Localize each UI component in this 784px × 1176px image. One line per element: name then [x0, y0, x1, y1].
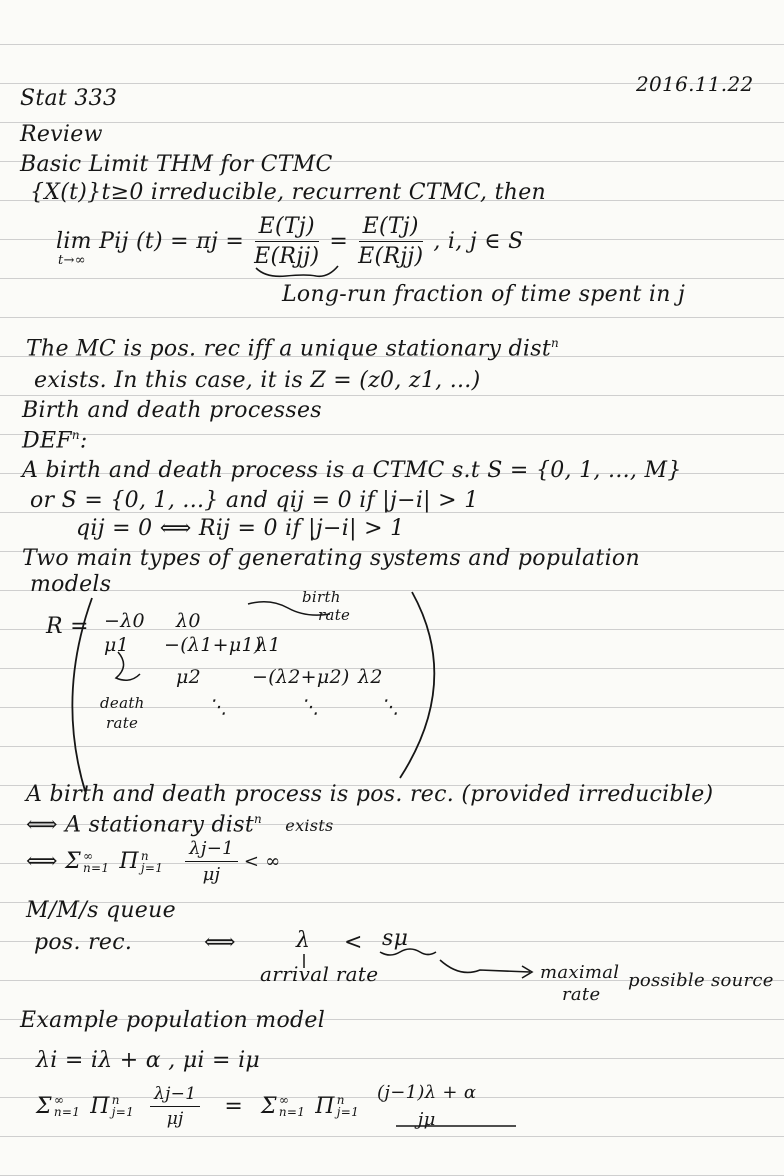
rate-ratio-den: μj	[202, 864, 221, 885]
matrix-r3c2: μ2	[176, 666, 202, 688]
limit-lhs: lim Pij (t) = πj =	[56, 229, 245, 254]
birth-rate-label-1: birth	[302, 588, 341, 606]
models-line: models	[30, 572, 112, 597]
product-upper: n	[140, 848, 149, 863]
death-rate-label-2: rate	[106, 714, 139, 732]
matrix-r1c1: −λ0	[104, 610, 145, 632]
frac1-denominator: E(Rjj)	[254, 244, 320, 269]
prod1-upper: n	[111, 1093, 120, 1107]
example-frac2-den: jμ	[417, 1109, 436, 1130]
definition-line2: or S = {0, 1, ...} and qij = 0 if |j−i| > 1	[30, 488, 479, 513]
matrix-r1c2: λ0	[176, 610, 201, 632]
queue-iff: ⟺	[204, 930, 236, 955]
queue-s-mu: sμ	[382, 926, 409, 951]
matrix-r2c1: μ1	[104, 634, 130, 656]
rate-ratio-num: λj−1	[185, 838, 238, 862]
matrix-r3c3: −(λ2+μ2)	[252, 666, 350, 688]
example-frac1	[150, 1084, 200, 1129]
sum1-upper: ∞	[53, 1093, 65, 1107]
queue-pos-rec: pos. rec.	[34, 930, 133, 955]
example-heading: Example population model	[20, 1008, 326, 1033]
sum2-upper: ∞	[278, 1093, 290, 1107]
pos-rec-line2: exists. In this case, it is Z = (z0, z1, ...)	[34, 368, 481, 393]
stationary-dist-text: ⟺ A stationary dist	[26, 812, 254, 838]
theorem-condition: {X(t)}t≥0 irreducible, recurrent CTMC, then	[30, 180, 546, 205]
sum-condition	[26, 838, 281, 885]
matrix-r3c4: λ2	[358, 666, 383, 688]
prod2-lower: j=1	[336, 1105, 360, 1119]
example-frac1-den: μj	[166, 1108, 184, 1129]
def-colon: :	[79, 428, 88, 454]
pos-rec-birth-death: A birth and death process is pos. rec. (provided irreducible)	[26, 782, 714, 807]
dist-superscript: n	[551, 336, 560, 350]
prod1-lower: j=1	[111, 1105, 134, 1119]
sum-upper: ∞	[83, 848, 94, 863]
frac2-numerator: E(Tj)	[359, 214, 423, 242]
sum-symbol: ⟺ Σ	[26, 849, 81, 874]
birth-death-heading: Birth and death processes	[22, 398, 322, 423]
queue-heading: M/M/s queue	[26, 898, 176, 923]
sum1-lower: n=1	[53, 1105, 81, 1119]
queue-less-than: <	[344, 930, 363, 955]
course-title: Stat 333	[20, 86, 118, 111]
review-title: Review	[20, 122, 103, 147]
matrix-dots-2: ⋱	[300, 696, 320, 718]
matrix-label: R =	[46, 614, 89, 639]
matrix-r2c2: −(λ1+μ1)	[164, 634, 262, 656]
limit-subscript: t→∞	[58, 253, 86, 268]
possible-source-label: possible source	[628, 970, 774, 991]
frac2-denominator: E(Rjj)	[358, 244, 424, 269]
example-equals: =	[224, 1093, 244, 1119]
theorem-heading: Basic Limit THM for CTMC	[20, 152, 333, 177]
prod2-upper: n	[336, 1093, 345, 1107]
definition-line3: qij = 0 ⟺ Rij = 0 if |j−i| > 1	[76, 516, 405, 541]
example-rates: λi = iλ + α , μi = iμ	[36, 1048, 261, 1073]
product-symbol: Π	[119, 849, 139, 874]
exists-text: exists	[285, 816, 334, 836]
sum-lower: n=1	[83, 860, 110, 875]
state-domain: , i, j ∈ S	[433, 229, 524, 254]
arrival-rate-label: arrival rate	[260, 962, 379, 986]
frac1-numerator: E(Tj)	[255, 214, 319, 242]
example-frac2-num: (j−1)λ + α	[377, 1082, 477, 1103]
pos-rec-line1: The MC is pos. rec iff a unique stationary dist	[26, 336, 551, 362]
long-run-annotation: Long-run fraction of time spent in j	[282, 282, 686, 307]
equals-sign: =	[329, 229, 349, 254]
date-label: 2016.11.22	[636, 72, 754, 96]
matrix-dots-3: ⋱	[380, 696, 400, 718]
maximal-label: maximal	[540, 962, 620, 983]
example-frac1-num: λj−1	[150, 1084, 200, 1107]
example-sum-equation: Σ ∞ n=1 Π n j=1 $\frac{\lambda j-1}{\mu j}$ = Σ ∞ n=1 Π n j=1 (j−1)λ + α jμ	[36, 1082, 477, 1130]
sum2-lower: n=1	[278, 1105, 306, 1119]
definition-line1: A birth and death process is a CTMC s.t S = {0, 1, ..., M}	[22, 458, 682, 483]
definition-label	[22, 428, 88, 453]
rate-label: rate	[562, 984, 601, 1005]
example-frac2	[377, 1082, 476, 1130]
birth-rate-label-2: rate	[318, 606, 351, 624]
pos-rec-statement	[26, 336, 559, 361]
matrix-r2c3: λ1	[256, 634, 281, 656]
def-text: DEF	[22, 428, 72, 454]
queue-lambda: λ	[296, 928, 311, 953]
stationary-dist-line	[26, 812, 334, 837]
stationary-superscript: n	[253, 812, 262, 826]
rate-ratio-fraction	[185, 838, 238, 885]
generating-systems-line: Two main types of generating systems and population	[22, 546, 640, 571]
finite-inequality: < ∞	[243, 851, 281, 872]
product-lower: j=1	[140, 860, 164, 875]
def-superscript: n	[71, 428, 80, 442]
death-rate-label-1: death	[100, 694, 145, 712]
matrix-dots-1: ⋱	[208, 696, 228, 718]
